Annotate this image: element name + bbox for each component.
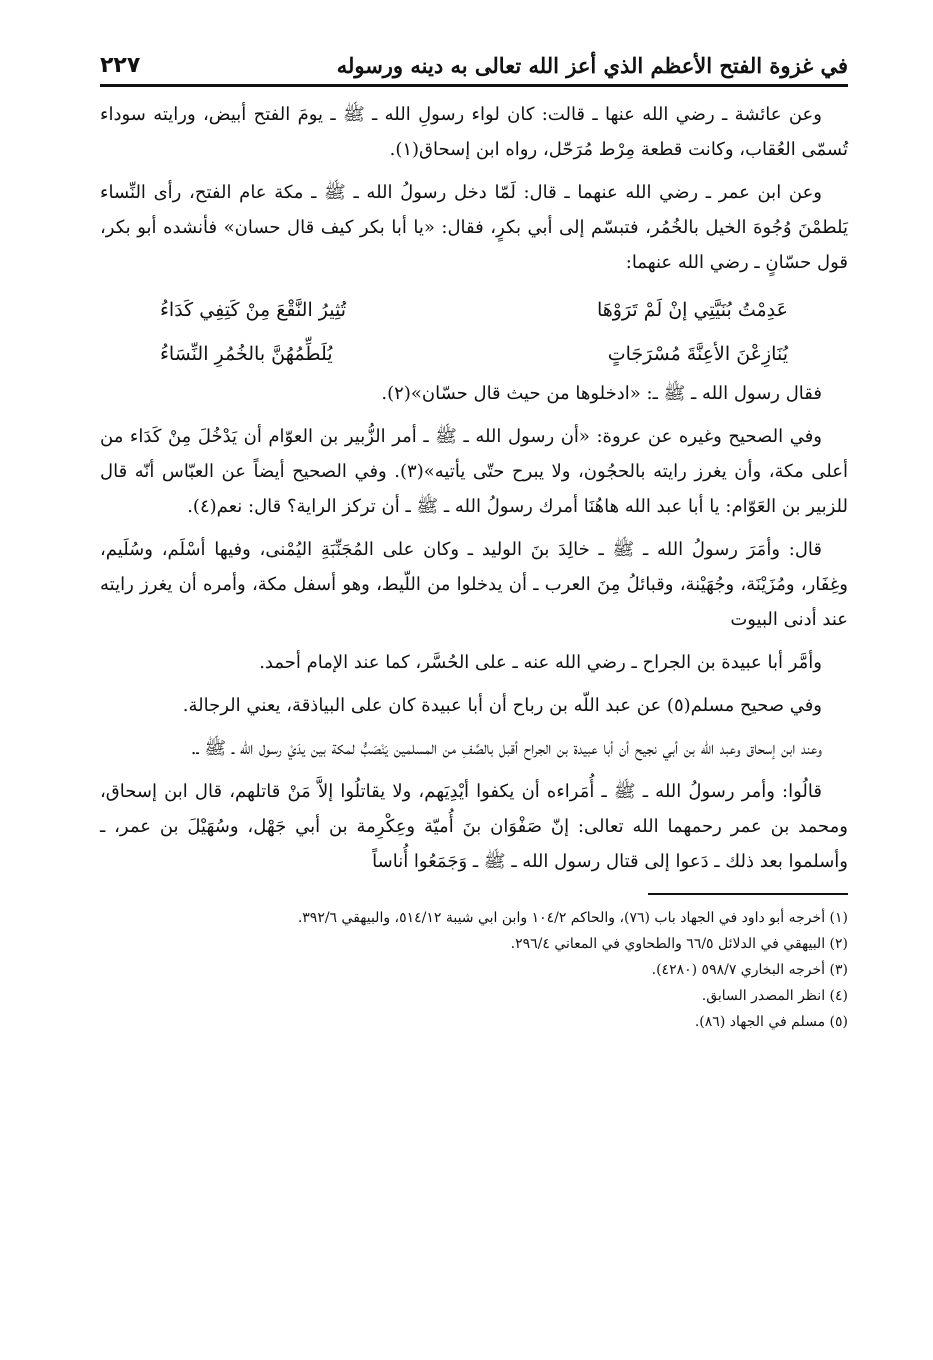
header-rule [100,84,848,87]
verse-line-1 [100,288,848,332]
paragraph-abu-ubayda: وأمَّر أبا عبيدة بن الجراح ـ رضي الله عنه ـ على الحُسَّر، كما عند الإمام أحمد. [259,652,822,673]
footnote-4: (٤) انظر المصدر السابق. [701,988,848,1004]
footnote-5: (٥) مسلم في الجهاد (٨٦). [694,1014,848,1030]
footnote-3: (٣) أخرجه البخاري ٥٩٨/٧ (٤٢٨٠). [651,962,848,978]
footnote-1: (١) أخرجه أبو داود في الجهاد باب (٧٦)، والحاكم ١٠٤/٢ وابن ابي شيبة ٥١٤/١٢، والبيهقي ٣٩٢/٦. [297,910,848,926]
verse-1-second-hemistich: تُثِيرُ النَّقْعَ مِنْ كَتِفِي كَدَاءُ [160,299,347,321]
paragraph-sahih-muslim: وفي صحيح مسلم(٥) عن عبد اللّه بن رباح أن أبا عبيدة كان على البياذقة، يعني الرجالة. [182,695,822,716]
paragraph-ibn-umar: وعن ابن عمر ـ رضي الله عنهما ـ قال: لَمّا دخل رسولُ الله ـ ﷺ ـ مكة عام الفتح، رأى النِّساء يَلطمْنَ وُجُوهَ الخيل بالخُمُر، فتبسّم إلى أبي بكرٍ، فقال: «يا أبا بكر كيف قال حسان» فأنشده أبو بكر، قول حسّانٍ ـ رضي الله عنهما: [100,182,848,273]
paragraph-aisha: وعن عائشة ـ رضي الله عنها ـ قالت: كان لواء رسولِ الله ـ ﷺ ـ يومَ الفتح أبيض، ورايته سوداء تُسمّى العُقاب، وكانت قطعة مِرْط مُرَحّل، رواه ابن إسحاق(١). [100,104,848,160]
footnotes [100,905,848,1035]
paragraph-sahih-urwa: وفي الصحيح وغيره عن عروة: «أن رسول الله ـ ﷺ ـ أمر الزُّبير بن العوّام أن يَدْخُلَ مِنْ كَدَاء من أعلى مكة، وأن يغرز رايته بالحجُون، ولا يبرح حتّى يأتيه»(٣). وفي الصحيح أيضاً عن العبّاس أنّه قال للزبير بن العَوّام: يا أبا عبد الله هاهُنَا أمرك رسولُ الله ـ ﷺ ـ أن تركز الراية؟ قال: نعم(٤). [100,426,848,517]
book-page [100,30,848,1035]
paragraph-ibn-ishaq: وعند ابن إسحاق وعبد اللّه بن أبي نجيح أن أبا عبيدة بن الجراح أقبل بالصَّفِ من المسلمين يَنْصَبُّ لمكة بين يدَيْ رسول الله ـ ﷺ ـ. [190,738,822,759]
main-text [100,97,848,879]
header-title: في غزوة الفتح الأعظم الذي أعز الله تعالى به دينه ورسوله [336,53,848,78]
verse-line-2 [100,332,848,376]
paragraph-hassan-saying: فقال رسول الله ـ ﷺ ـ: «ادخلوها من حيث قال حسّان»(٢). [381,383,822,404]
footnote-rule [648,893,848,895]
verse-2-first-hemistich: يُنَازِعْنَ الأعِنَّةَ مُسْرَجَاتٍ [607,343,788,365]
paragraph-orders: قالُوا: وأمر رسولُ الله ـ ﷺ ـ أُمَراءه أن يكفوا أيْدِيَهم، ولا يقاتلُوا إلاَّ مَنْ قاتلهم، قال ابن إسحاق، ومحمد بن عمر رحمهما الله تعالى: إنّ صَفْوَان بنَ أُميّة وعِكْرِمة بن أبي جَهْل، وسُهَيْلَ بن عمر، ـ وأسلموا بعد ذلك ـ دَعوا إلى قتال رسول الله ـ ﷺ ـ وَجَمَعُوا أُناساً [100,781,848,872]
verse-1-first-hemistich: عَدِمْتُ بُنَيَّتِي إنْ لَمْ تَرَوْهَا [596,299,788,321]
verse-2-second-hemistich: يُلَطِّمُهُنَّ بالخُمُرِ النِّسَاءُ [160,343,333,365]
paragraph-khalid: قال: وأمَرَ رسولُ الله ـ ﷺ ـ خالِدَ بنَ الوليد ـ وكان على المُجَنِّبَةِ اليُمْنى، وفيها أسْلَم، وسُلَيم، وغِفَار، ومُزَيْنَة، وجُهَيْنة، وقبائلُ مِنَ العرب ـ أن يدخلوا من اللّيط، وهو أسفل مكة، وأمره أن يغرز رايته عند أدنى البيوت [100,539,848,630]
running-header [100,30,848,78]
page-number: ٢٢٧ [100,53,141,78]
footnote-2: (٢) البيهقي في الدلائل ٦٦/٥ والطحاوي في المعاني ٢٩٦/٤. [510,936,848,952]
